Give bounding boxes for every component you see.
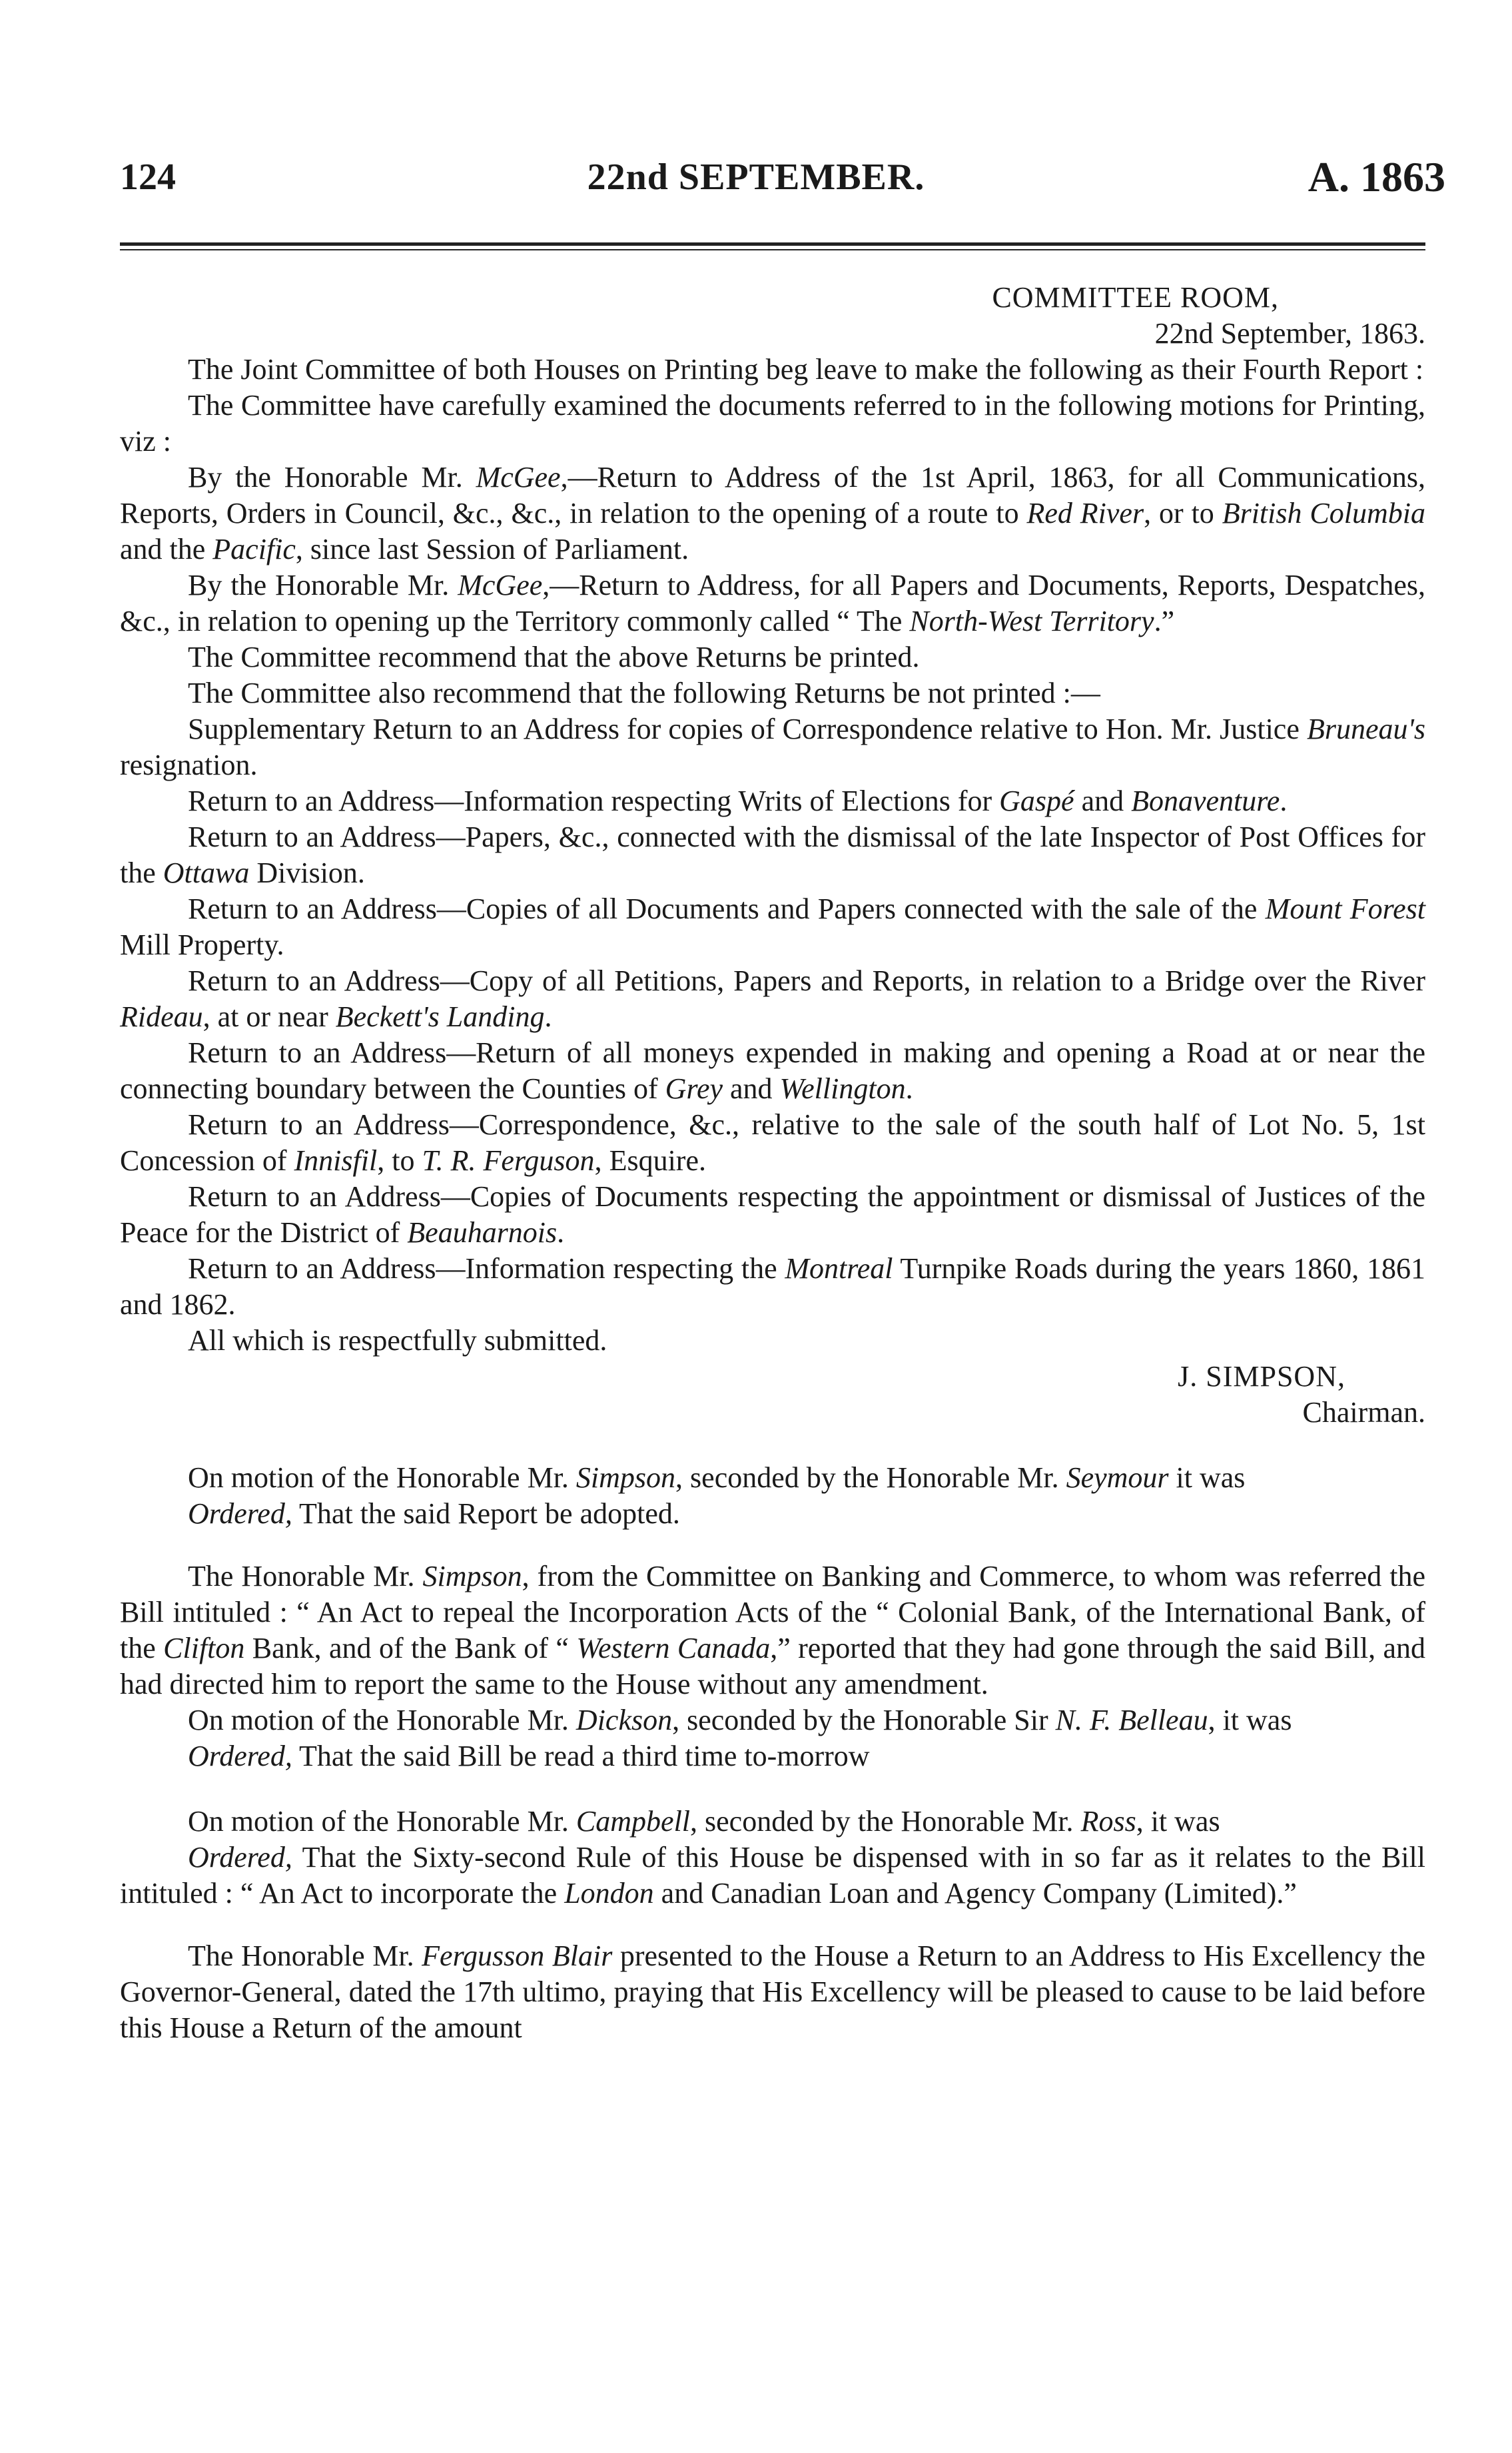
report-paragraph: The Joint Committee of both Houses on Printing beg leave to make the following as their Fourth Report : [188, 353, 1424, 386]
report-date: 22nd September, 1863. [1154, 317, 1425, 350]
order-text: Ordered, That the Sixty-second Rule of this House be dispensed with in so far as it relates to the Bill intituled : “ An Act to incorporate the London and Canadian Loan and Agency Company (Limited).” [120, 1841, 1425, 1910]
return-text: The Honorable Mr. Fergusson Blair presented to the House a Return to an Address to His Excellency the Governor-General, dated the 17th ultimo, praying that His Excellency will be pleased to cause to be laid before this House a Return of the amount [120, 1939, 1425, 2044]
return-item: Return to an Address—Copies of all Documents and Papers connected with the sale of the Mount Forest Mill Property. [120, 892, 1426, 961]
banking-committee-report [120, 1559, 1425, 1774]
motion-text: On motion of the Honorable Mr. Campbell, seconded by the Honorable Mr. Ross, it was [188, 1805, 1220, 1838]
signature-title: Chairman. [1302, 1396, 1425, 1429]
return-item: Return to an Address—Copy of all Petitions, Papers and Reports, in relation to a Bridge over the River Rideau, at or near Beckett's Landing. [120, 964, 1425, 1033]
page-year: A. 1863 [1308, 153, 1445, 200]
report-motion-mcgee-1: By the Honorable Mr. McGee,—Return to Address of the 1st April, 1863, for all Communications, Reports, Orders in Council, &c., &c., in relation to the opening of a route to Red River, or to British Columbia and the Pacific, since last Session of Parliament. [120, 461, 1425, 565]
report-paragraph: The Committee also recommend that the following Returns be not printed :— [188, 677, 1100, 709]
report-paragraph: The Committee recommend that the above Returns be printed. [188, 641, 920, 673]
motion-text: On motion of the Honorable Mr. Dickson, seconded by the Honorable Sir N. F. Belleau, it was [188, 1704, 1292, 1736]
return-item: Return to an Address—Return of all moneys expended in making and opening a Road at or near the connecting boundary between the Counties of Grey and Wellington. [120, 1036, 1425, 1105]
report-place: COMMITTEE ROOM, [992, 281, 1279, 314]
motion-text: On motion of the Honorable Mr. Simpson, seconded by the Honorable Mr. Seymour it was [188, 1461, 1246, 1494]
page-number: 124 [120, 157, 176, 198]
report-motion-mcgee-2: By the Honorable Mr. McGee,—Return to Address, for all Papers and Documents, Reports, Despatches, &c., in relation to opening up the Territory commonly called “ The North-West Territory.” [120, 569, 1425, 637]
motion-dispense-rule [120, 1804, 1425, 1912]
return-presented [120, 1938, 1425, 2046]
order-text: Ordered, That the said Report be adopted. [188, 1497, 680, 1530]
return-item: Supplementary Return to an Address for copies of Correspondence relative to Hon. Mr. Justice Bruneau's resignation. [120, 713, 1425, 781]
banking-text: The Honorable Mr. Simpson, from the Committee on Banking and Commerce, to whom was referred the Bill intituled : “ An Act to repeal the Incorporation Acts of the “ Colonial Bank, of the International Bank, of the Clifton Bank, and of the Bank of “ Western Canada,” reported that they had gone through the said Bill, and had directed him to report the same to the House without any amendment. [120, 1560, 1425, 1700]
return-item: Return to an Address—Copies of Documents respecting the appointment or dismissal of Justices of the Peace for the District of Beauharnois. [120, 1180, 1425, 1249]
signature-name: J. SIMPSON, [1178, 1360, 1345, 1393]
return-item: Return to an Address—Papers, &c., connected with the dismissal of the late Inspector of Post Offices for the Ottawa Division. [120, 821, 1425, 889]
page-date-header: 22nd SEPTEMBER. [587, 157, 925, 198]
motion-adopt-report [120, 1460, 1425, 1532]
report-paragraph: The Committee have carefully examined the documents referred to in the following motions for Printing, viz : [120, 389, 1425, 458]
report-closing: All which is respectfully submitted. [188, 1324, 607, 1357]
committee-report [120, 280, 1425, 1431]
document-body [120, 280, 1425, 2046]
return-item: Return to an Address—Information respecting the Montreal Turnpike Roads during the years 1860, 1861 and 1862. [120, 1252, 1425, 1321]
return-item: Return to an Address—Information respecting Writs of Elections for Gaspé and Bonaventure. [188, 785, 1288, 817]
header-rule-thick [120, 242, 1425, 246]
return-item: Return to an Address—Correspondence, &c., relative to the sale of the south half of Lot No. 5, 1st Concession of Innisfil, to T. R. Ferguson, Esquire. [120, 1108, 1425, 1177]
header-rule-thin [120, 249, 1425, 250]
order-text: Ordered, That the said Bill be read a third time to-morrow [188, 1740, 870, 1772]
